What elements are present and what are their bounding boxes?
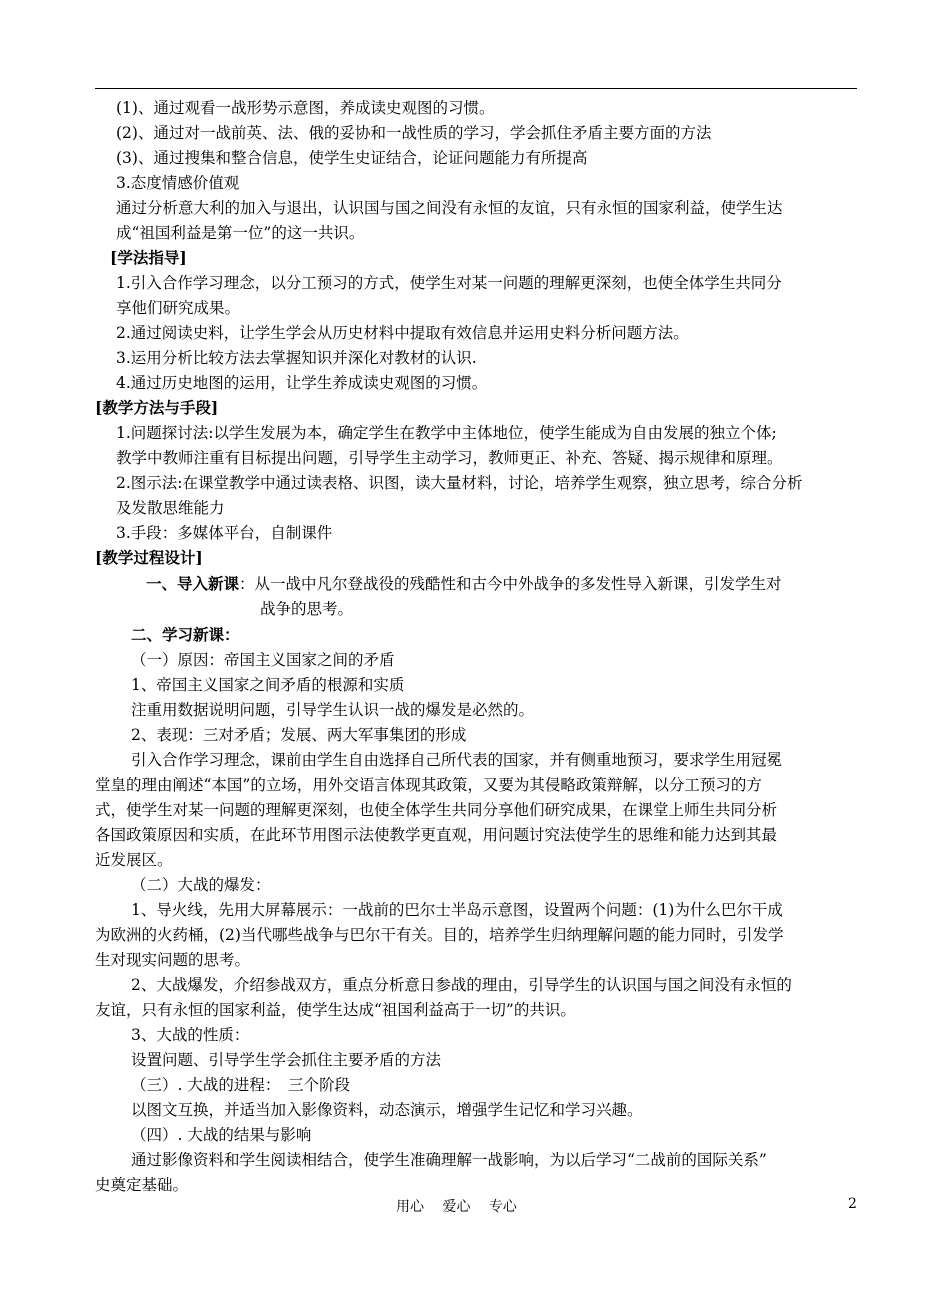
teaching-method-2b: 及发散思维能力: [116, 499, 225, 517]
section-1-item-1-text: 注重用数据说明问题，引导学生认识一战的爆发是必然的。: [131, 701, 535, 719]
section-2-item-3-text: 设置问题、引导学生学会抓住主要矛盾的方法: [131, 1051, 442, 1069]
process-heading: [教学过程设计]: [95, 548, 203, 567]
section-3-heading: （三）. 大战的进程： 三个阶段: [131, 1076, 351, 1094]
section-2-item-1c: 生对现实问题的思考。: [95, 951, 251, 969]
section-1-para-1: 引入合作学习理念，课前由学生自由选择自己所代表的国家，并有侧重地预习，要求学生用冠冕: [131, 751, 783, 769]
section-1-para-5: 近发展区。: [95, 851, 173, 869]
study-method-4: 4.通过历史地图的运用，让学生养成读史观图的习惯。: [116, 374, 488, 392]
study-method-1a: 1.引入合作学习理念，以分工预习的方式，使学生对某一问题的理解更深刻，也使全体学生共同分: [116, 274, 782, 292]
study-method-1b: 享他们研究成果。: [116, 299, 241, 317]
study-method-heading: [学法指导]: [110, 248, 187, 267]
section-2-item-2a: 2、大战爆发，介绍参战双方，重点分析意日参战的理由，引导学生的认识国与国之间没有永恒的: [131, 976, 792, 994]
intro-line-1: [146, 573, 782, 595]
section-1-heading: （一）原因：帝国主义国家之间的矛盾: [131, 651, 395, 669]
intro-text: ：从一战中凡尔登战役的残酷性和古今中外战争的多发性导入新课，引发学生对: [239, 575, 782, 593]
section-2-item-1b: 为欧洲的火药桶，(2)当代哪些战争与巴尔干有关。目的，培养学生归纳理解问题的能力同时，引发学: [95, 926, 784, 944]
intro-label: 一、导入新课: [146, 574, 240, 593]
section-3-text: 以图文互换，并适当加入影像资料，动态演示，增强学生记忆和学习兴趣。: [131, 1101, 643, 1119]
teaching-method-1a: 1.问题探讨法:以学生发展为本，确定学生在教学中主体地位，使学生能成为自由发展的独立个体;: [116, 424, 777, 442]
teaching-method-2a: 2.图示法:在课堂教学中通过读表格、识图，读大量材料，讨论，培养学生观察，独立思考，综合分析: [116, 474, 803, 492]
section-1-para-4: 各国政策原因和实质，在此环节用图示法使教学更直观，用问题讨究法使学生的思维和能力达到其最: [95, 826, 778, 844]
teaching-method-1b: 教学中教师注重有目标提出问题，引导学生主动学习，教师更正、补充、答疑、揭示规律和原理。: [116, 449, 783, 467]
teaching-method-heading: [教学方法与手段]: [95, 398, 219, 417]
page-number: 2: [848, 1196, 857, 1212]
study-method-2: 2.通过阅读史料，让学生学会从历史材料中提取有效信息并运用史料分析问题方法。: [116, 324, 689, 342]
section-1-item-1: 1、帝国主义国家之间矛盾的根源和实质: [131, 676, 405, 694]
new-lesson-heading: 二、学习新课：: [131, 625, 240, 644]
section-1-para-2: 堂皇的理由阐述“本国”的立场，用外交语言体现其政策，又要为其侵略政策辩解，以分工预习的方: [95, 776, 762, 794]
section-2-heading: （二）大战的爆发：: [131, 876, 271, 894]
attitude-heading: 3.态度情感价值观: [116, 174, 240, 192]
footer-motto: 用心 爱心 专心: [396, 1199, 517, 1215]
header-rule: [95, 88, 857, 89]
goal-item-3: (3)、通过搜集和整合信息，使学生史证结合，论证问题能力有所提高: [116, 149, 588, 167]
section-2-item-2b: 友谊，只有永恒的国家利益，使学生达成“祖国利益高于一切”的共识。: [95, 1001, 576, 1019]
teaching-method-3: 3.手段：多媒体平台，自制课件: [116, 524, 333, 542]
goal-item-1: (1)、通过观看一战形势示意图，养成读史观图的习惯。: [116, 99, 495, 117]
section-4-text-2: 史奠定基础。: [95, 1176, 189, 1194]
section-4-text-1: 通过影像资料和学生阅读相结合，使学生准确理解一战影响，为以后学习“二战前的国际关系”: [131, 1151, 767, 1169]
intro-line-2: 战争的思考。: [260, 600, 354, 618]
section-1-para-3: 式，使学生对某一问题的理解更深刻，也使全体学生共同分享他们研究成果，在课堂上师生共同分析: [95, 801, 778, 819]
attitude-text-1: 通过分析意大利的加入与退出，认识国与国之间没有永恒的友谊，只有永恒的国家利益，使学生达: [116, 199, 783, 217]
section-1-item-2: 2、表现：三对矛盾；发展、两大军事集团的形成: [131, 726, 467, 744]
section-4-heading: （四）. 大战的结果与影响: [131, 1126, 312, 1144]
study-method-3: 3.运用分析比较方法去掌握知识并深化对教材的认识.: [116, 349, 477, 367]
goal-item-2: (2)、通过对一战前英、法、俄的妥协和一战性质的学习，学会抓住矛盾主要方面的方法: [116, 124, 712, 142]
section-2-item-3: 3、大战的性质：: [131, 1026, 250, 1044]
attitude-text-2: 成“祖国利益是第一位”的这一共识。: [116, 224, 365, 242]
section-2-item-1a: 1、导火线，先用大屏幕展示：一战前的巴尔士半岛示意图，设置两个问题：(1)为什么巴尔干成: [131, 901, 783, 919]
